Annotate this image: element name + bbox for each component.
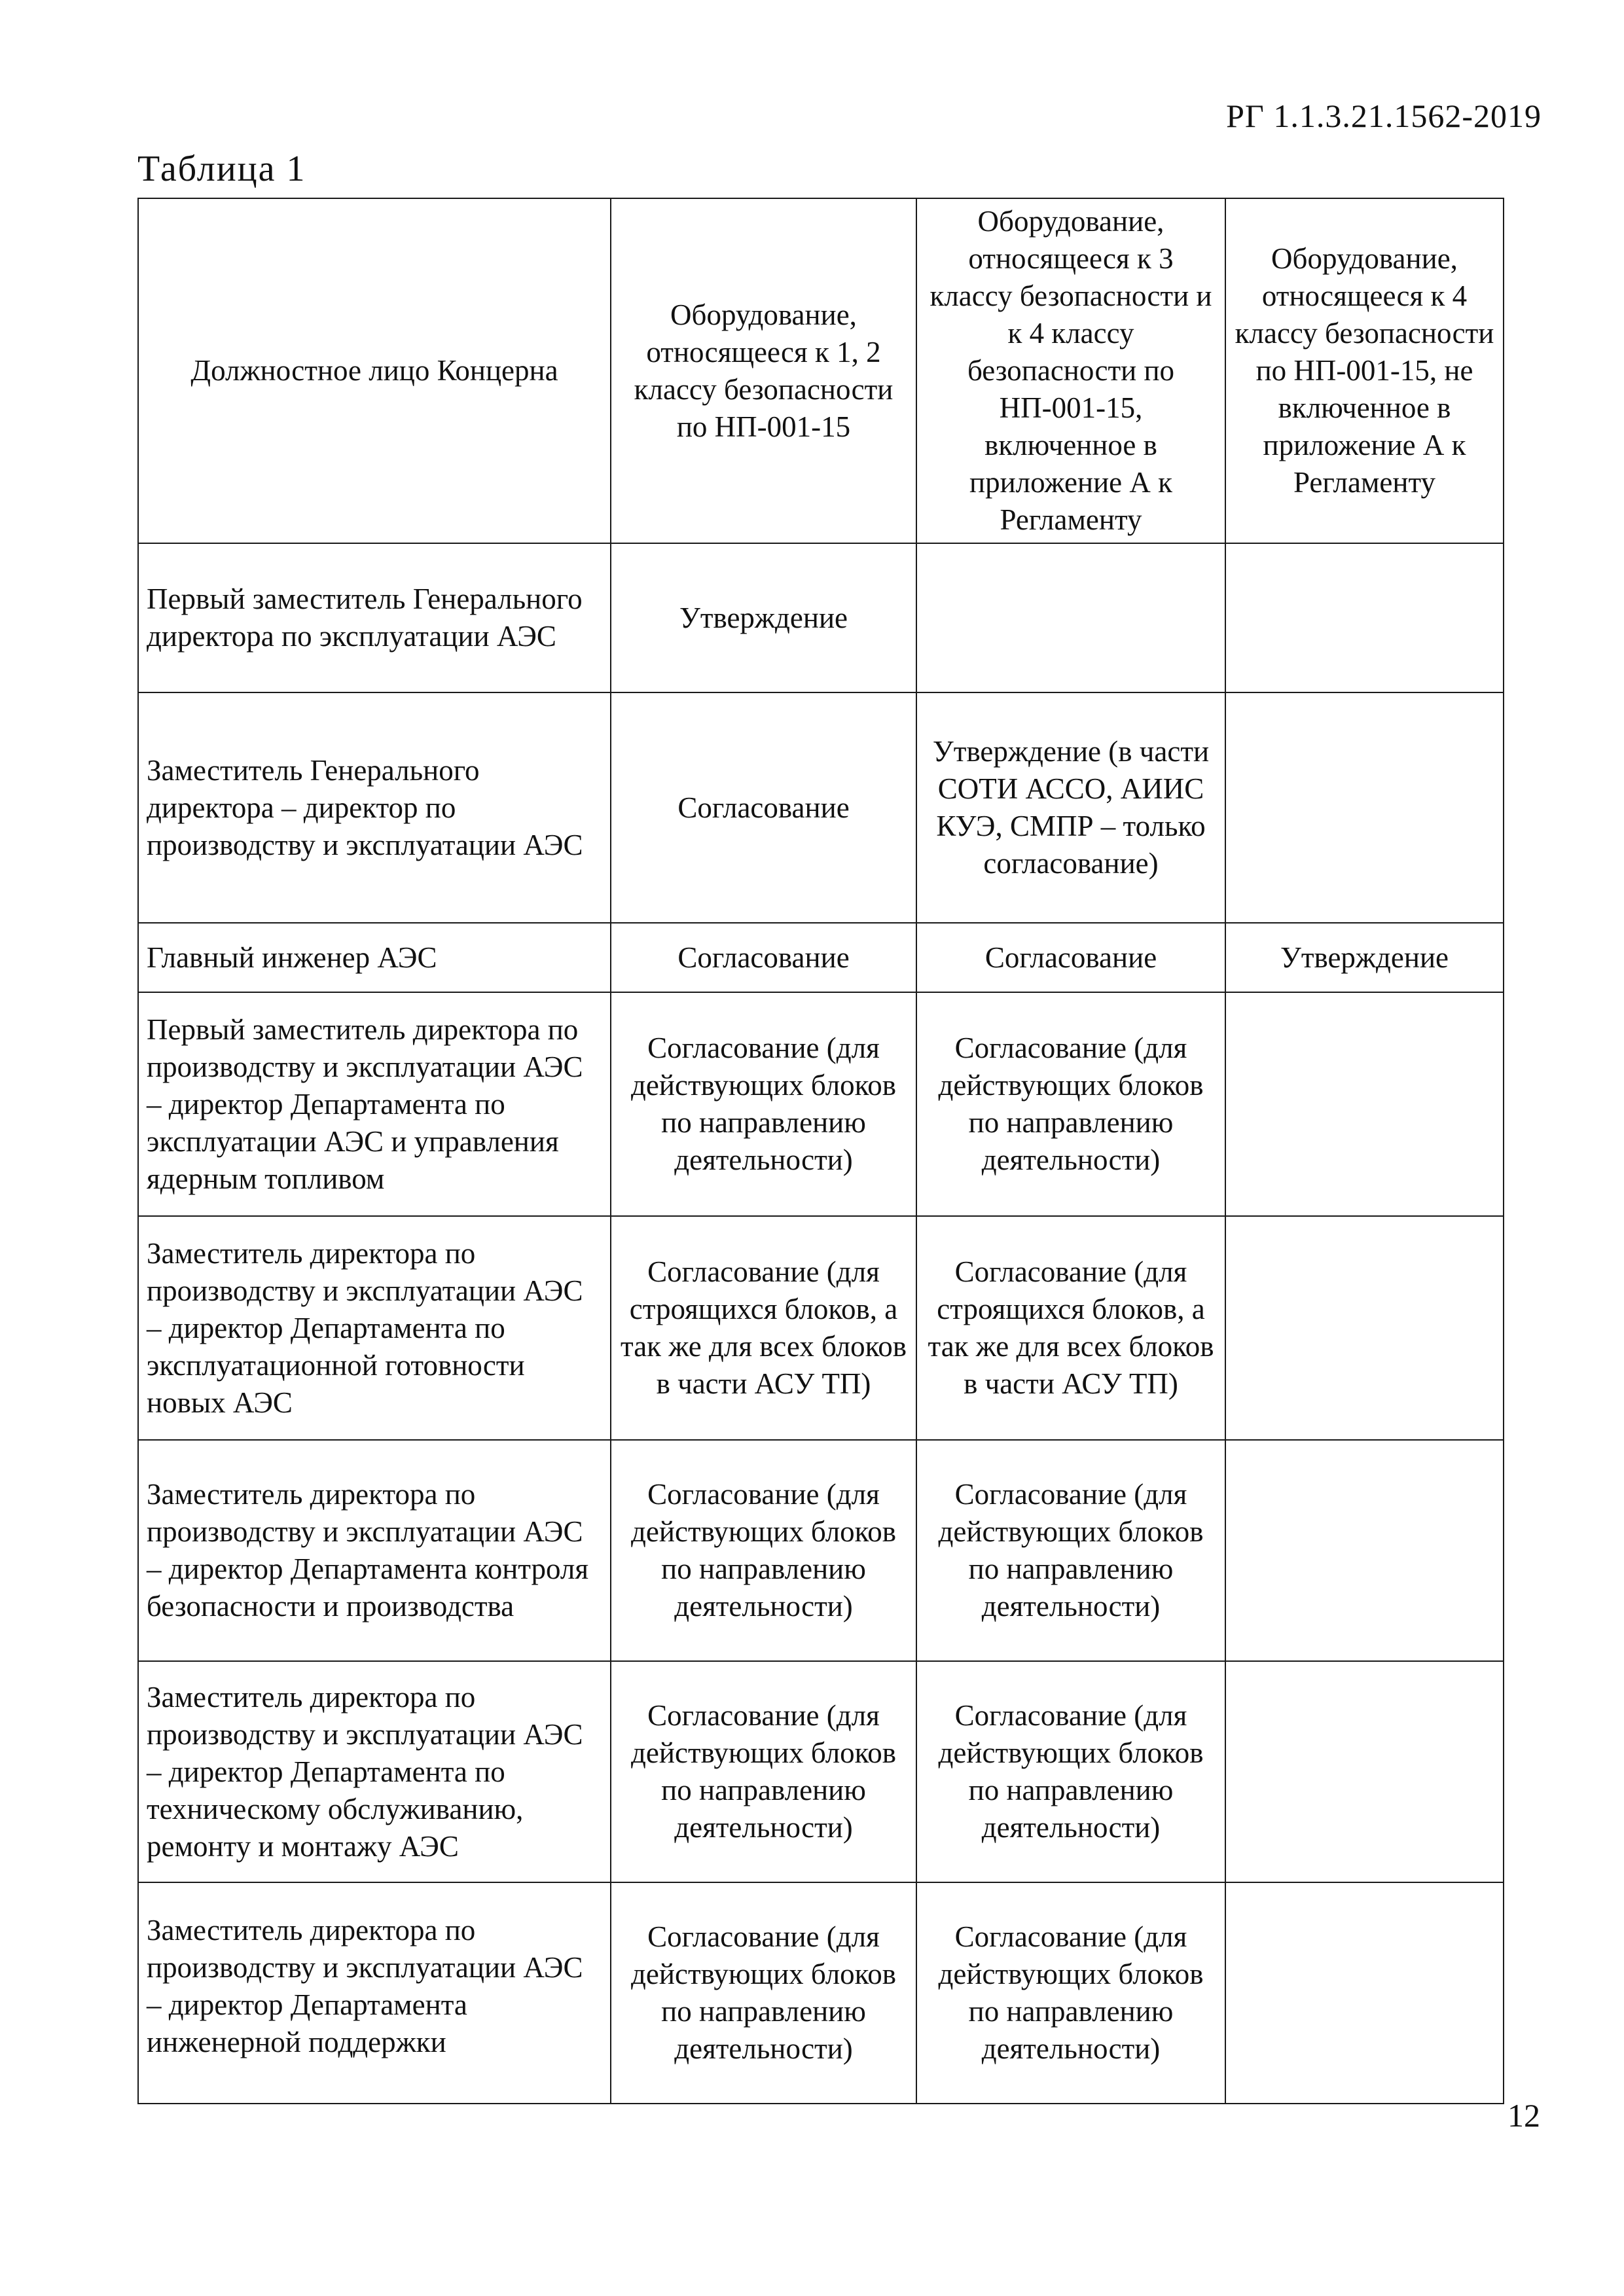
class-1-2-cell: Согласование (611, 692, 916, 923)
class-1-2-cell: Согласование (для действующих блоков по направлению деятельности) (611, 1661, 916, 1882)
header-cell-class-4-not-included: Оборудование, относящееся к 4 классу безопасности по НП-001-15, не включенное в приложение А к Регламенту (1225, 198, 1504, 543)
class-3-4-included-cell: Утверждение (в части СОТИ АССО, АИИС КУЭ, СМПР – только согласование) (916, 692, 1225, 923)
class-1-2-cell: Согласование (для действующих блоков по направлению деятельности) (611, 1882, 916, 2104)
table-caption: Таблица 1 (137, 149, 306, 189)
position-cell: Заместитель директора по производству и эксплуатации АЭС – директор Департамента инженерной поддержки (138, 1882, 611, 2104)
position-cell: Заместитель директора по производству и эксплуатации АЭС – директор Департамента контроля безопасности и производства (138, 1440, 611, 1661)
class-1-2-cell: Согласование (для действующих блоков по направлению деятельности) (611, 1440, 916, 1661)
class-3-4-included-cell: Согласование (916, 923, 1225, 992)
class-1-2-cell: Согласование (для строящихся блоков, а так же для всех блоков в части АСУ ТП) (611, 1216, 916, 1440)
position-cell: Заместитель директора по производству и эксплуатации АЭС – директор Департамента по эксплуатационной готовности новых АЭС (138, 1216, 611, 1440)
position-cell: Главный инженер АЭС (138, 923, 611, 992)
class-3-4-included-cell: Согласование (для действующих блоков по направлению деятельности) (916, 1440, 1225, 1661)
table-row (138, 692, 1504, 923)
table-row (138, 1440, 1504, 1661)
class-1-2-cell: Согласование (для действующих блоков по направлению деятельности) (611, 992, 916, 1216)
document-code: РГ 1.1.3.21.1562-2019 (1226, 98, 1542, 134)
class-4-not-included-cell (1225, 1661, 1504, 1882)
table-row (138, 1661, 1504, 1882)
class-3-4-included-cell (916, 543, 1225, 692)
class-4-not-included-cell: Утверждение (1225, 923, 1504, 992)
table-header-row (138, 198, 1504, 543)
position-cell: Первый заместитель директора по производству и эксплуатации АЭС – директор Департамента по эксплуатации АЭС и управления ядерным топливом (138, 992, 611, 1216)
class-4-not-included-cell (1225, 1882, 1504, 2104)
class-3-4-included-cell: Согласование (для действующих блоков по направлению деятельности) (916, 992, 1225, 1216)
class-3-4-included-cell: Согласование (для строящихся блоков, а так же для всех блоков в части АСУ ТП) (916, 1216, 1225, 1440)
class-4-not-included-cell (1225, 1440, 1504, 1661)
class-1-2-cell: Согласование (611, 923, 916, 992)
table-row (138, 543, 1504, 692)
table-row (138, 1882, 1504, 2104)
class-4-not-included-cell (1225, 543, 1504, 692)
position-cell: Заместитель директора по производству и эксплуатации АЭС – директор Департамента по техническому обслуживанию, ремонту и монтажу АЭС (138, 1661, 611, 1882)
header-cell-class-3-4-included: Оборудование, относящееся к 3 классу безопасности и к 4 классу безопасности по НП-001-15, включенное в приложение А к Регламенту (916, 198, 1225, 543)
table-row (138, 992, 1504, 1216)
page-number: 12 (1507, 2097, 1540, 2134)
class-3-4-included-cell: Согласование (для действующих блоков по направлению деятельности) (916, 1882, 1225, 2104)
table-row (138, 923, 1504, 992)
table-row (138, 1216, 1504, 1440)
class-4-not-included-cell (1225, 1216, 1504, 1440)
header-cell-position: Должностное лицо Концерна (138, 198, 611, 543)
class-1-2-cell: Утверждение (611, 543, 916, 692)
position-cell: Заместитель Генерального директора – директор по производству и эксплуатации АЭС (138, 692, 611, 923)
header-cell-class-1-2: Оборудование, относящееся к 1, 2 классу безопасности по НП-001-15 (611, 198, 916, 543)
position-cell: Первый заместитель Генерального директора по эксплуатации АЭС (138, 543, 611, 692)
class-3-4-included-cell: Согласование (для действующих блоков по направлению деятельности) (916, 1661, 1225, 1882)
approval-table (137, 198, 1504, 2104)
class-4-not-included-cell (1225, 692, 1504, 923)
class-4-not-included-cell (1225, 992, 1504, 1216)
